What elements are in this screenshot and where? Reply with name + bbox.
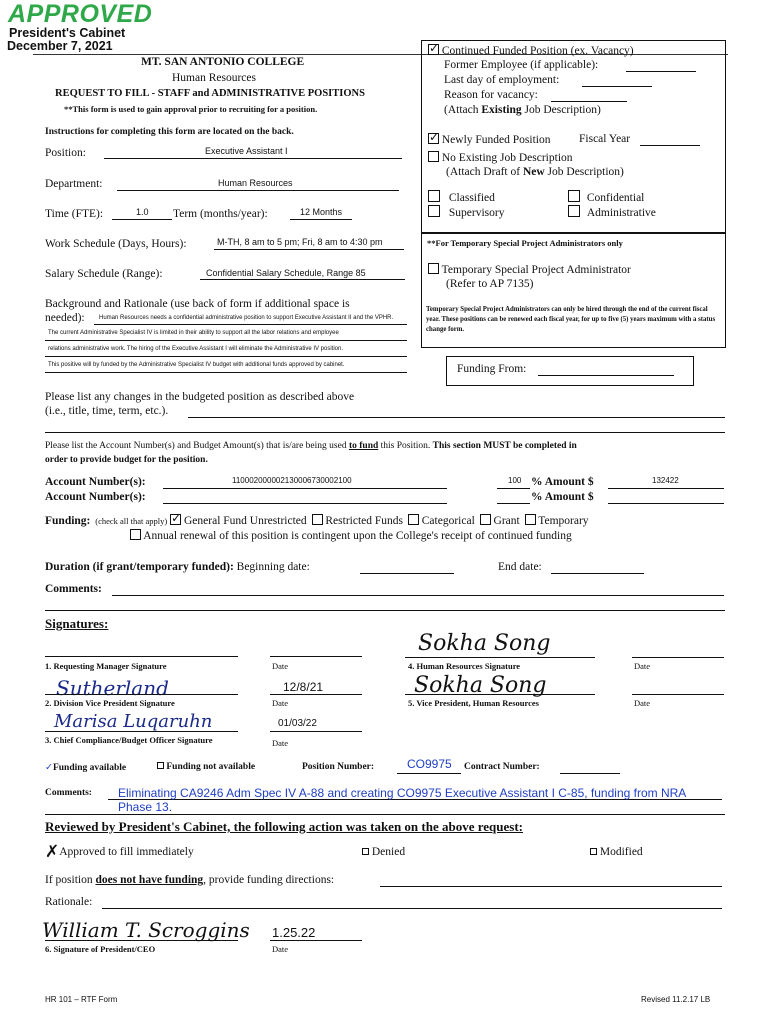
salary-label: Salary Schedule (Range):	[45, 268, 163, 280]
form-note: **This form is used to gain approval prior to recruiting for a position.	[64, 104, 318, 114]
background-label-2: needed):	[45, 312, 85, 324]
account-number-1[interactable]: 110002000002130006730002100	[232, 476, 352, 485]
background-line-3[interactable]: relations administrative work. The hiring of the Executive Assistant I will eliminate the Administrative IV position.	[48, 346, 344, 352]
continued-funded-checkbox[interactable]	[428, 44, 439, 55]
duration-row: Duration (if grant/temporary funded): Beginning date:	[45, 561, 310, 573]
administrative-checkbox[interactable]	[568, 205, 580, 217]
sig2-date-label: Date	[272, 698, 289, 708]
review-heading: Reviewed by President's Cabinet, the following action was taken on the above request:	[45, 819, 523, 834]
former-employee-label: Former Employee (if applicable):	[444, 59, 599, 71]
temporary-checkbox[interactable]	[525, 514, 536, 525]
confidential-checkbox[interactable]	[568, 190, 580, 202]
funding-not-available-label: Funding not available	[166, 762, 256, 772]
college-name: MT. SAN ANTONIO COLLEGE	[141, 56, 305, 68]
amount-label-2: % Amount $	[531, 491, 594, 503]
time-value[interactable]: 1.0	[136, 207, 149, 217]
temp-ref: (Refer to AP 7135)	[446, 278, 534, 290]
background-line-1[interactable]: Human Resources needs a confidential administrative position to support Executive Assistant II and the VPHR.	[99, 315, 394, 321]
no-existing-jd-checkbox[interactable]	[428, 151, 439, 162]
president-date[interactable]: 1.25.22	[272, 925, 316, 940]
position-label: Position:	[45, 147, 86, 159]
classified-label: Classified	[448, 192, 495, 204]
position-number-label: Position Number:	[302, 762, 375, 772]
department-label: Department:	[45, 178, 103, 190]
temp-admin-label: Temporary Special Project Administrator	[441, 264, 631, 276]
continued-funded-label: Continued Funded Position (ex. Vacancy)	[441, 45, 634, 57]
stamp-date: December 7, 2021	[7, 39, 113, 53]
position-value[interactable]: Executive Assistant I	[205, 146, 288, 156]
funding-available-label: Funding available	[52, 763, 127, 773]
president-sig-label: 6. Signature of President/CEO	[45, 944, 156, 954]
time-label: Time (FTE):	[45, 208, 104, 220]
confidential-label: Confidential	[586, 192, 645, 204]
modified-checkbox[interactable]	[590, 848, 597, 855]
sig3-label: 3. Chief Compliance/Budget Officer Signature	[45, 735, 213, 745]
sig3-date-label: Date	[272, 738, 289, 748]
amount-label-1: % Amount $	[531, 476, 594, 488]
changes-line-2: (i.e., title, time, term, etc.).	[45, 405, 169, 417]
annual-renewal-checkbox[interactable]	[130, 529, 141, 540]
funding-comments-1[interactable]: Eliminating CA9246 Adm Spec IV A-88 and creating CO9975 Executive Assistant I C-85, funding from NRA	[118, 786, 687, 800]
hr-signature: Sokha Song	[418, 631, 551, 656]
approved-x-icon[interactable]: ✗	[45, 842, 60, 862]
stamp-body: President's Cabinet	[9, 26, 126, 40]
newly-funded-label: Newly Funded Position	[441, 134, 551, 146]
last-day-label: Last day of employment:	[444, 74, 560, 86]
funding-label: Funding:	[45, 515, 91, 527]
position-number-value[interactable]: CO9975	[407, 757, 452, 771]
restricted-funds-checkbox[interactable]	[312, 514, 323, 525]
modified-label: Modified	[599, 846, 643, 858]
contract-number-label: Contract Number:	[464, 762, 540, 772]
sig2-date[interactable]: 12/8/21	[283, 680, 324, 694]
supervisory-checkbox[interactable]	[428, 205, 440, 217]
president-date-label: Date	[272, 944, 289, 954]
temp-admin-checkbox[interactable]	[428, 263, 439, 274]
changes-line-1: Please list any changes in the budgeted position as described above	[45, 391, 355, 403]
administrative-label: Administrative	[586, 207, 656, 219]
background-label-1: Background and Rationale (use back of form if additional space is	[45, 298, 350, 310]
approved-label: Approved to fill immediately	[59, 846, 194, 858]
categorical-checkbox[interactable]	[408, 514, 419, 525]
signatures-heading: Signatures:	[45, 616, 109, 631]
annual-renewal-label: Annual renewal of this position is contingent upon the College's receipt of continued funding	[143, 530, 572, 542]
dept-name: Human Resources	[172, 72, 256, 84]
president-signature: William T. Scroggins	[42, 918, 250, 942]
sig3-date[interactable]: 01/03/22	[278, 718, 317, 729]
footer-left: HR 101 – RTF Form	[45, 995, 118, 1004]
sig4-date-label: Date	[634, 661, 651, 671]
instructions: Instructions for completing this form are located on the back.	[45, 127, 294, 137]
no-funding-label: If position does not have funding, provide funding directions:	[45, 874, 335, 886]
reason-label: Reason for vacancy:	[444, 89, 538, 101]
attach-new-label: (Attach Draft of New Job Description)	[446, 166, 624, 178]
grant-checkbox[interactable]	[480, 514, 491, 525]
classified-checkbox[interactable]	[428, 190, 440, 202]
sig5-date-label: Date	[634, 698, 651, 708]
accounts-intro-2: order to provide budget for the position.	[45, 455, 208, 465]
schedule-label: Work Schedule (Days, Hours):	[45, 238, 187, 250]
account-number-label-2: Account Number(s):	[45, 491, 146, 503]
end-date-label: End date:	[498, 561, 542, 573]
no-existing-jd-label: No Existing Job Description	[441, 152, 573, 164]
division-vp-signature: Sutherland	[56, 676, 169, 700]
funding-from-label: Funding From:	[457, 363, 527, 375]
department-value[interactable]: Human Resources	[218, 178, 293, 188]
term-label: Term (months/year):	[173, 208, 268, 220]
sig4-label: 4. Human Resources Signature	[408, 661, 521, 671]
form-title: REQUEST TO FILL - STAFF and ADMINISTRATIVE POSITIONS	[55, 88, 365, 99]
funding-not-available-checkbox[interactable]	[157, 762, 164, 769]
sig1-label: 1. Requesting Manager Signature	[45, 661, 167, 671]
term-value[interactable]: 12 Months	[300, 207, 343, 217]
attach-existing-label: (Attach Existing Job Description)	[444, 104, 601, 116]
funding-comments-2[interactable]: Phase 13.	[118, 800, 173, 814]
footer-right: Revised 11.2.17 LB	[641, 995, 711, 1004]
salary-value[interactable]: Confidential Salary Schedule, Range 85	[206, 268, 366, 278]
sig5-label: 5. Vice President, Human Resources	[408, 698, 539, 708]
account-number-label-1: Account Number(s):	[45, 476, 146, 488]
funding-available-check-icon[interactable]: ✓	[45, 762, 53, 773]
sig2-label: 2. Division Vice President Signature	[45, 698, 175, 708]
background-line-4[interactable]: This positive will by funded by the Administrative Specialist IV budget with additional funds approved by cabinet.	[48, 362, 345, 368]
sig1-date-label: Date	[272, 661, 289, 671]
approved-stamp: APPROVED	[8, 0, 153, 28]
accounts-intro: Please list the Account Number(s) and Budget Amount(s) that is/are being used to fund this Position. This section MUST be completed in	[45, 441, 577, 451]
supervisory-label: Supervisory	[448, 207, 505, 219]
general-fund-checkbox[interactable]	[170, 514, 181, 525]
temp-header: **For Temporary Special Project Administrators only	[427, 238, 623, 248]
duration-comments-label: Comments:	[45, 583, 102, 595]
vp-hr-signature: Sokha Song	[414, 673, 547, 698]
schedule-value[interactable]: M-TH, 8 am to 5 pm; Fri, 8 am to 4:30 pm	[217, 237, 383, 247]
newly-funded-checkbox[interactable]	[428, 133, 439, 144]
percent-1[interactable]: 100	[508, 476, 522, 485]
denied-checkbox[interactable]	[362, 848, 369, 855]
background-line-2[interactable]: The current Administrative Specialist IV is limited in their ability to support all the labor relations and employee	[48, 330, 339, 336]
amount-1[interactable]: 132422	[652, 476, 679, 485]
funding-row: Funding: (check all that apply) ✓ General Fund Unrestricted Restricted Funds Categorical Grant Temporary	[45, 514, 589, 527]
budget-officer-signature: Marisa Luqaruhn	[54, 711, 213, 732]
fiscal-year-label: Fiscal Year	[579, 133, 631, 145]
temp-note: Temporary Special Project Administrators can only be hired through the end of the current fiscal year. These positions can be renewed each fiscal year, for up to five (5) years maximum with a status change form.	[426, 306, 716, 333]
rationale-label: Rationale:	[45, 896, 93, 908]
denied-label: Denied	[371, 846, 406, 858]
funding-comments-label: Comments:	[45, 788, 92, 798]
